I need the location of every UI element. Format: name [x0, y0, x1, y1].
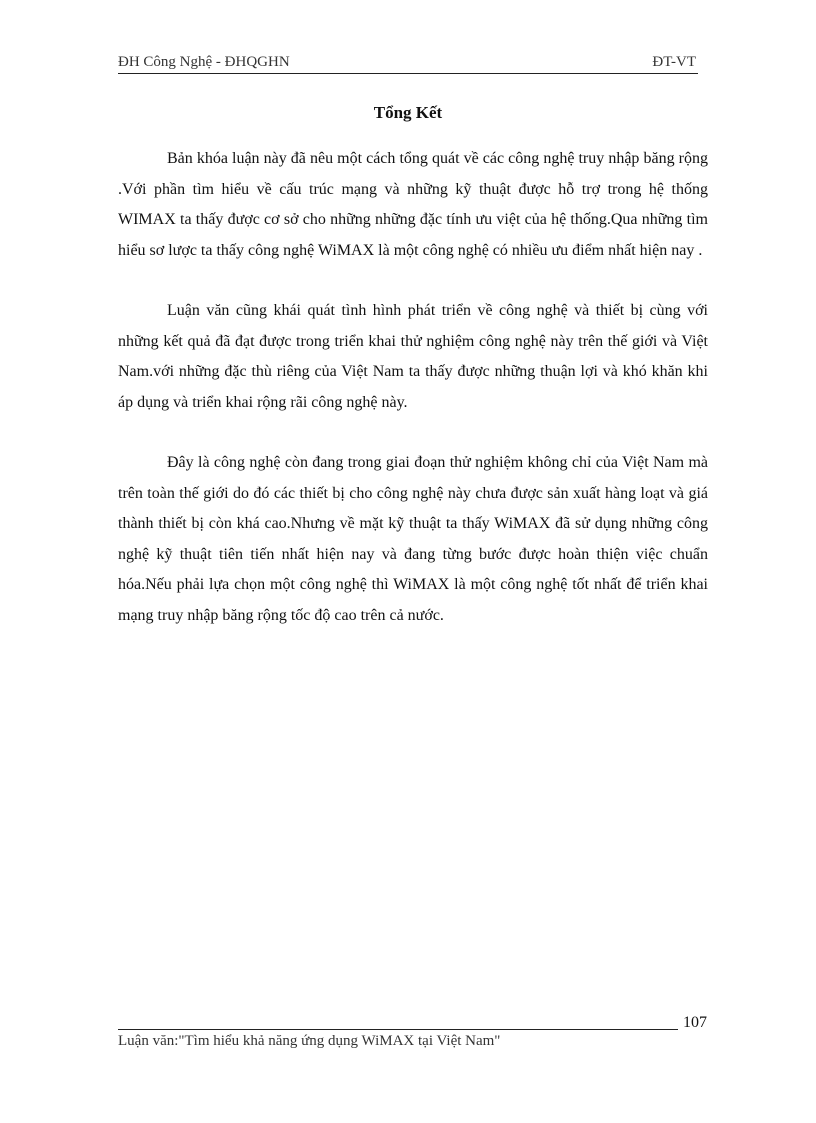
footer-divider: [118, 1029, 678, 1030]
footer-thesis-title: Luận văn:"Tìm hiểu khả năng ứng dụng WiMAX tại Việt Nam": [118, 1033, 501, 1049]
paragraph-2: Luận văn cũng khái quát tình hình phát triển về công nghệ và thiết bị cùng với những kết quả đã đạt được trong triển khai thử nghiệm công nghệ này trên thế giới và Việt Nam.với những đặc thù riêng của Việt Nam ta thấy được những thuận lợi và khó khăn khi áp dụng và triển khai rộng rãi công nghệ này.: [118, 302, 708, 411]
section-title: Tổng Kết: [373, 103, 443, 122]
header-department: ĐT-VT: [652, 54, 696, 70]
paragraph-1: Bản khóa luận này đã nêu một cách tổng quát về các công nghệ truy nhập băng rộng .Với phần tìm hiểu về cấu trúc mạng và những kỹ thuật được hỗ trợ trong hệ thống WIMAX ta thấy được cơ sở cho những những đặc tính ưu việt của hệ thống.Qua những tìm hiểu sơ lược ta thấy công nghệ WiMAX là một công nghệ có nhiều ưu điểm nhất hiện nay .: [118, 150, 708, 259]
body-text: [118, 144, 708, 631]
paragraph-3: Đây là công nghệ còn đang trong giai đoạn thử nghiệm không chỉ của Việt Nam mà trên toàn thế giới do đó các thiết bị cho công nghệ này chưa được sản xuất hàng loạt và giá thành thiết bị còn khá cao.Nhưng về mặt kỹ thuật ta thấy WiMAX đã sử dụng những công nghệ kỹ thuật tiên tiến nhất hiện nay và đang từng bước được hoàn thiện việc chuẩn hóa.Nếu phải lựa chọn một công nghệ thì WiMAX là một công nghệ tốt nhất để triển khai mạng truy nhập băng rộng tốc độ cao trên cả nước.: [118, 454, 708, 624]
header-institution: ĐH Công Nghệ - ĐHQGHN: [118, 54, 290, 70]
page-header: [118, 53, 698, 74]
page-number: 107: [683, 1014, 707, 1031]
